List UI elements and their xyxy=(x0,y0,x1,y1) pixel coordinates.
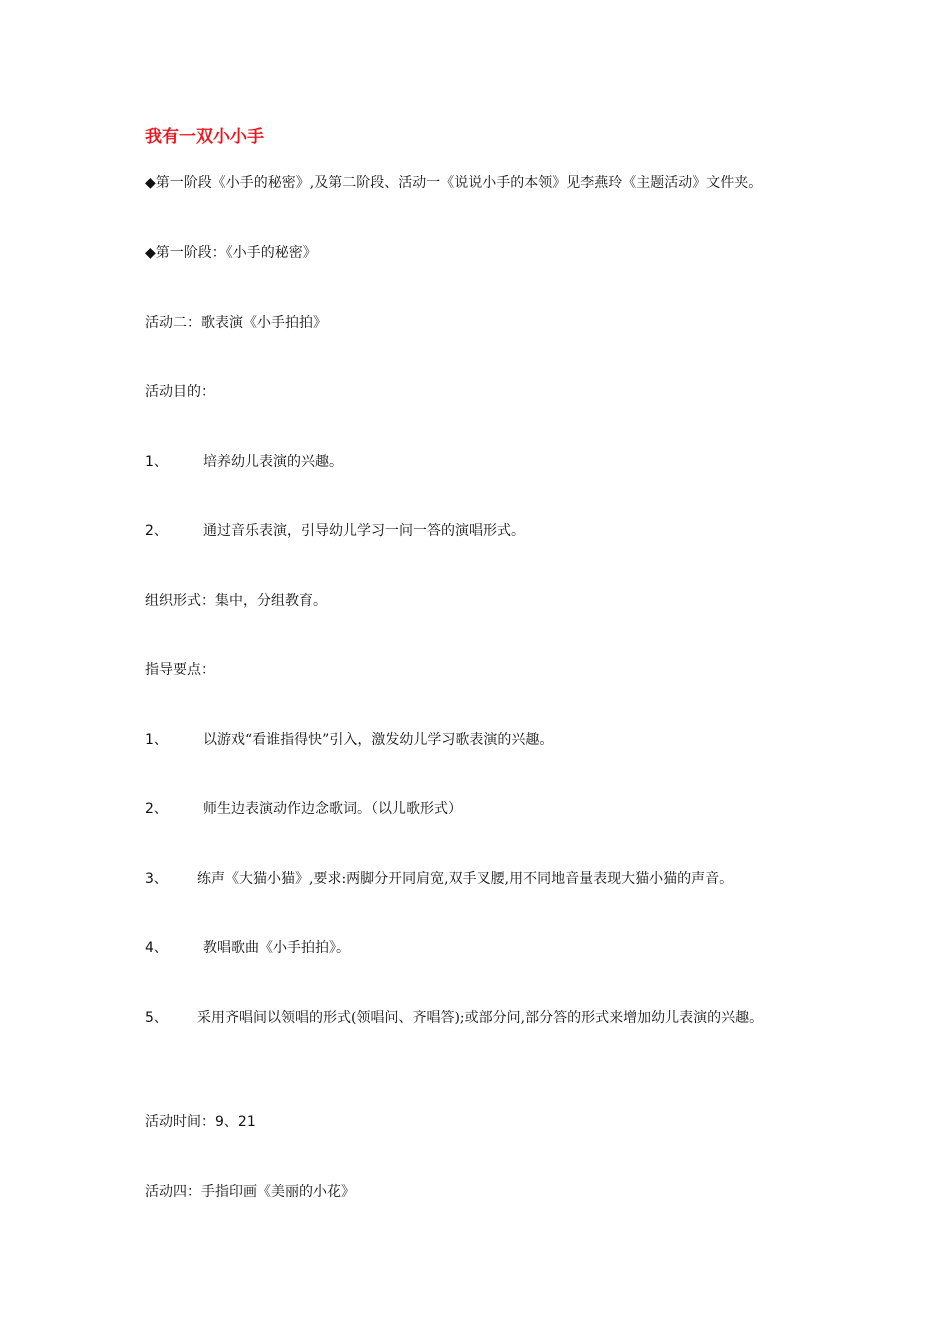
goal-number: 2、 xyxy=(145,523,168,539)
activity-time xyxy=(145,1113,256,1131)
guide-text: 以游戏“看谁指得快”引入，激发幼儿学习歌表演的兴趣。 xyxy=(203,732,554,748)
guide-text: 采用齐唱间以领唱的形式(领唱问、齐唱答);或部分问,部分答的形式来增加幼儿表演的兴趣。 xyxy=(197,1010,764,1026)
guide-text: 师生边表演动作边念歌词。（以儿歌形式） xyxy=(203,801,462,817)
organization-form: 组织形式：集中，分组教育。 xyxy=(145,593,327,609)
activity-four-heading: 活动四：手指印画《美丽的小花》 xyxy=(145,1184,355,1200)
goal-text: 培养幼儿表演的兴趣。 xyxy=(203,454,343,470)
goal-number: 1、 xyxy=(145,454,168,470)
activity-two-heading: 活动二：歌表演《小手拍拍》 xyxy=(145,315,327,331)
guide-item xyxy=(145,1004,810,1032)
guide-item xyxy=(145,800,462,818)
intro-paragraph: ◆第一阶段《小手的秘密》,及第二阶段、活动一《说说小手的本领》见李燕玲《主题活动》文件夹。 xyxy=(145,175,763,191)
guide-item xyxy=(145,939,350,957)
guide-text: 教唱歌曲《小手拍拍》。 xyxy=(203,940,350,956)
guide-text: 练声《大猫小猫》,要求:两脚分开同肩宽,双手叉腰,用不同地音量表现大猫小猫的声音。 xyxy=(197,871,734,887)
stage-heading: ◆第一阶段：《小手的秘密》 xyxy=(145,245,317,261)
guide-number: 5、 xyxy=(145,1010,168,1026)
goal-text: 通过音乐表演，引导幼儿学习一问一答的演唱形式。 xyxy=(203,523,525,539)
guide-item xyxy=(145,731,553,749)
activity-time-label: 活动时间： xyxy=(145,1114,215,1130)
activity-time-value: 9、21 xyxy=(215,1114,256,1130)
goal-item xyxy=(145,522,525,540)
guide-number: 3、 xyxy=(145,871,168,887)
guide-number: 4、 xyxy=(145,940,168,956)
goal-heading: 活动目的： xyxy=(145,384,215,400)
guide-item xyxy=(145,870,733,888)
guide-number: 1、 xyxy=(145,732,168,748)
document-title: 我有一双小小手 xyxy=(145,127,264,147)
goal-item xyxy=(145,453,343,471)
guide-heading: 指导要点： xyxy=(145,662,215,678)
guide-number: 2、 xyxy=(145,801,168,817)
